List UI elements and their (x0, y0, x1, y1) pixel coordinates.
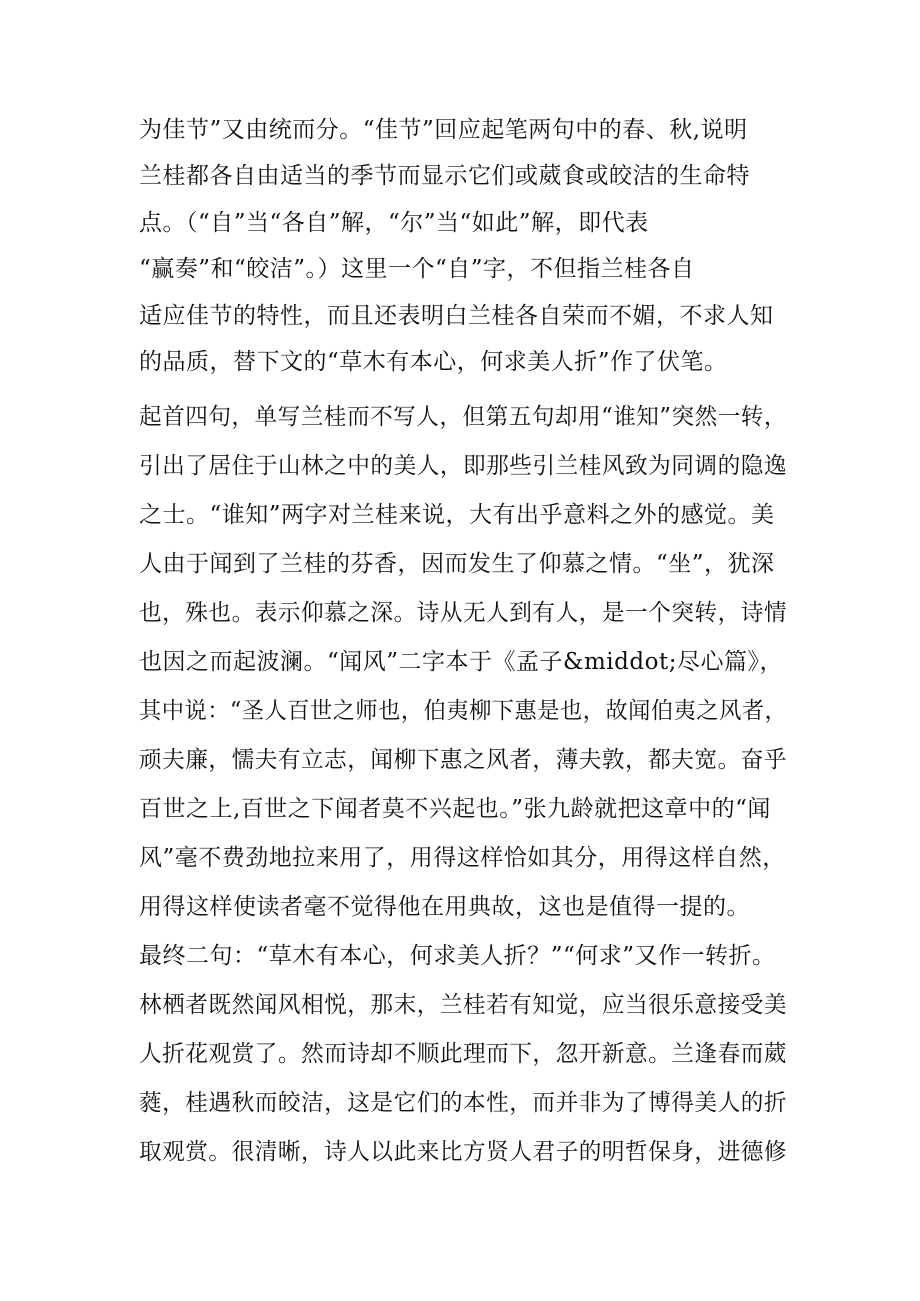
text-line: 人折花观赏了。然而诗却不顺此理而下，忽开新意。兰逢春而葳 (139, 1041, 787, 1067)
text-line: 的品质，替下文的“草木有本心，何求美人折”作了伏笔。 (139, 349, 728, 375)
text-line: 也，殊也。表示仰慕之深。诗从无人到有人，是一个突转，诗情 (139, 600, 787, 626)
text-line: 最终二句：“草木有本心，何求美人折？”“何求”又作一转折。 (139, 943, 776, 969)
text-line: 为佳节”又由统而分。“佳节”回应起笔两句中的春、秋,说明 (139, 117, 748, 143)
text-line: 人由于闻到了兰桂的芬香，因而发生了仰慕之情。“坐”，犹深 (139, 551, 775, 577)
text-line: “赢奏”和“皎洁”。）这里一个“自”字，不但指兰桂各自 (139, 256, 695, 282)
text-line: 也因之而起波澜。“闻风”二字本于《孟子&middot;尽心篇》， (139, 649, 783, 675)
text-line: 用得这样使读者毫不觉得他在用典故，这也是值得一提的。 (139, 894, 750, 920)
text-line: 蕤，桂遇秋而皎洁，这是它们的本性，而并非为了博得美人的折 (139, 1090, 787, 1116)
text-line: 林栖者既然闻风相悦，那末，兰桂若有知觉，应当很乐意接受美 (139, 992, 787, 1018)
text-line: 百世之上,百世之下闻者莫不兴起也。”张九龄就把这章中的“闻 (139, 796, 771, 822)
text-line: 点。（“自”当“各自”解，“尔”当“如此”解，即代表 (139, 210, 649, 236)
text-line: 兰桂都各自由适当的季节而显示它们或葳食或皎洁的生命特 (139, 163, 750, 189)
text-line: 风”毫不费劲地拉来用了，用得这样恰如其分，用得这样自然， (139, 845, 786, 871)
text-line: 起首四句，单写兰桂而不写人，但第五句却用“谁知”突然一转， (139, 404, 788, 430)
text-line: 顽夫廉，懦夫有立志，闻柳下惠之风者，薄夫敦，都夫宽。奋乎 (139, 747, 787, 773)
text-line: 其中说：“圣人百世之师也，伯夷柳下惠是也，故闻伯夷之风者， (139, 698, 788, 724)
text-line: 之士。“谁知”两字对兰桂来说，大有出乎意料之外的感觉。美 (139, 502, 775, 528)
text-line: 适应佳节的特性，而且还表明白兰桂各自荣而不媚，不求人知 (139, 303, 774, 329)
text-line: 引出了居住于山林之中的美人，即那些引兰桂风致为同调的隐逸 (139, 453, 787, 479)
text-line: 取观赏。很清晰，诗人以此来比方贤人君子的明哲保身，进德修 (139, 1139, 787, 1165)
